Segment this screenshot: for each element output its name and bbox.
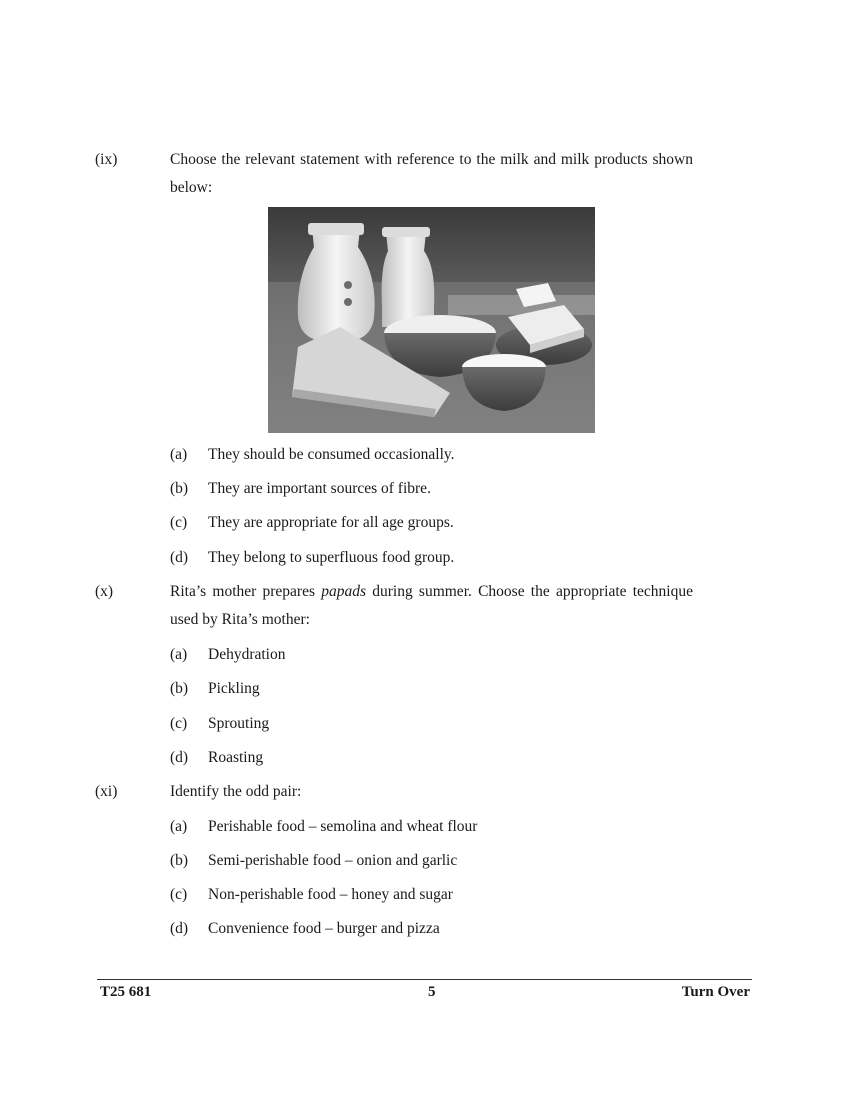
option-label: (b) <box>170 852 189 869</box>
option-label: (b) <box>170 680 189 697</box>
option-label: (a) <box>170 446 188 463</box>
option-label: (d) <box>170 549 189 566</box>
option-label: (c) <box>170 514 188 531</box>
option-text: They should be consumed occasionally. <box>208 446 455 463</box>
turn-over-label: Turn Over <box>681 984 750 1000</box>
question-number-ix: (ix) <box>95 151 118 168</box>
question-number-xi: (xi) <box>95 783 118 800</box>
option-text: Roasting <box>208 749 264 766</box>
option-text: Pickling <box>208 680 260 697</box>
question-stem-xi: Identify the odd pair: <box>170 783 302 800</box>
option-text: They are appropriate for all age groups. <box>208 514 454 531</box>
option-text: Semi-perishable food – onion and garlic <box>208 852 458 869</box>
option-text: Perishable food – semolina and wheat flour <box>208 818 478 835</box>
option-label: (c) <box>170 886 188 903</box>
paper-code: T25 681 <box>100 984 152 1000</box>
option-label: (a) <box>170 646 188 663</box>
question-stem-x <box>170 578 693 634</box>
option-label: (d) <box>170 749 189 766</box>
stem-part: Rita’s mother prepares <box>170 583 322 600</box>
option-text: They are important sources of fibre. <box>208 480 431 497</box>
option-label: (b) <box>170 480 189 497</box>
question-number-x: (x) <box>95 583 114 600</box>
page-number: 5 <box>428 984 436 1000</box>
option-label: (d) <box>170 920 189 937</box>
option-label: (a) <box>170 818 188 835</box>
option-text: Sprouting <box>208 715 270 732</box>
stem-italic-term: papads <box>321 583 367 600</box>
option-text: They belong to superfluous food group. <box>208 549 455 566</box>
option-text: Convenience food – burger and pizza <box>208 920 440 937</box>
option-text: Dehydration <box>208 646 286 663</box>
question-stem-ix: Choose the relevant statement with reference to the milk and milk products shown below: <box>170 151 693 196</box>
milk-products-photo <box>268 207 595 433</box>
option-label: (c) <box>170 715 188 732</box>
stem-part: during summer. Choose the appropriate technique used by Rita’s mother: <box>170 583 693 628</box>
footer-divider <box>97 979 752 980</box>
option-text: Non-perishable food – honey and sugar <box>208 886 453 903</box>
